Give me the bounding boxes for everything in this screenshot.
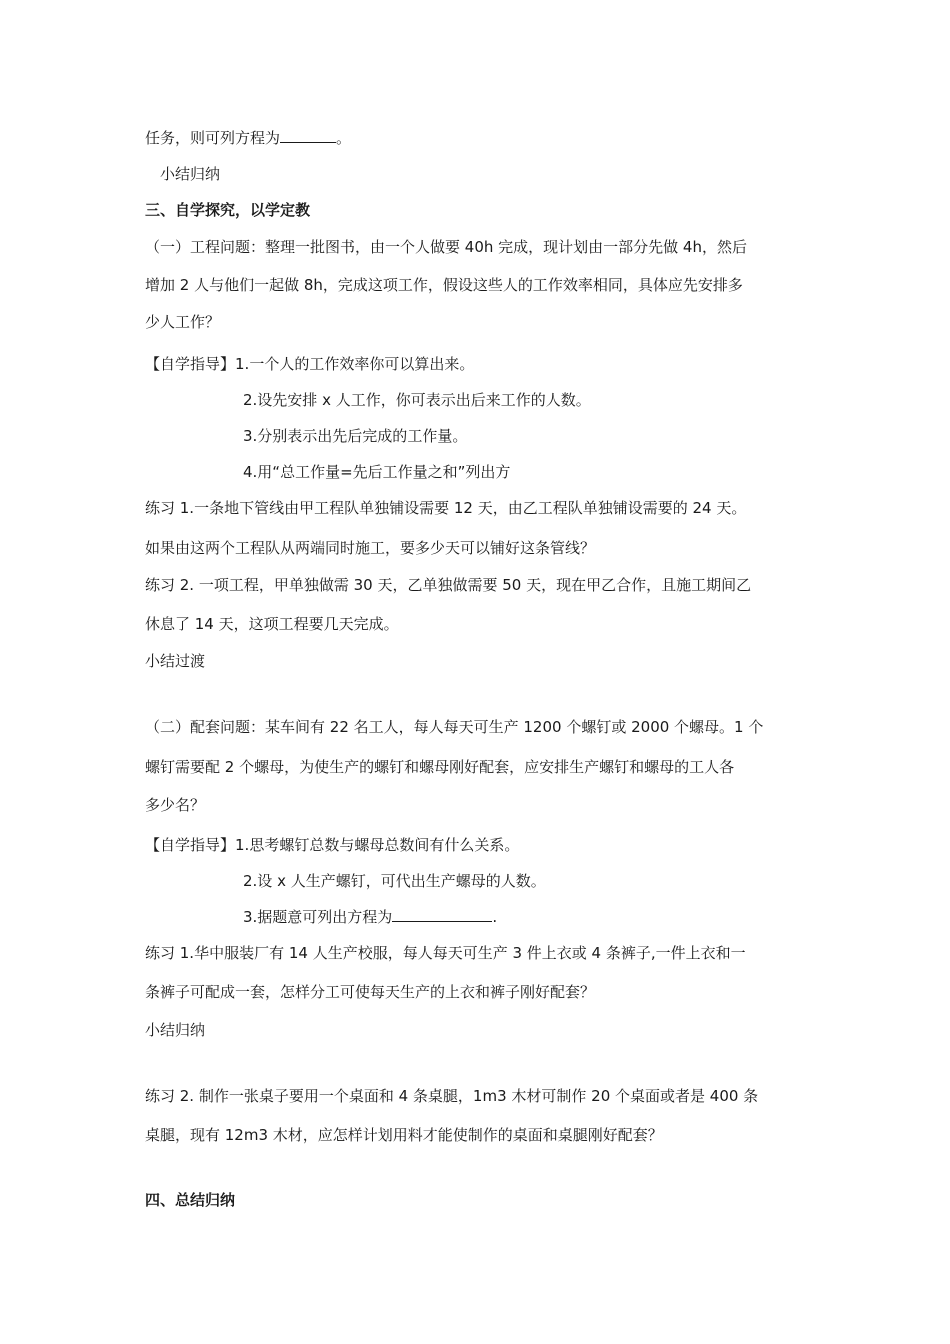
exercise-line: 如果由这两个工程队从两端同时施工，要多少天可以铺好这条管线？ xyxy=(145,539,596,557)
section-three-heading: 三、自学探究，以学定教 xyxy=(145,201,311,219)
exercise-line: 条裤子可配成一套，怎样分工可使每天生产的上衣和裤子刚好配套？ xyxy=(145,983,596,1001)
work-problem-line-1: （一）工程问题：整理一批图书，由一个人做要 40h 完成，现计划由一部分先做 4h，然后 xyxy=(145,238,747,256)
answer-blank xyxy=(392,907,492,922)
matching-problem-line-3: 多少名？ xyxy=(145,796,206,814)
matching-problem-line-2: 螺钉需要配 2 个螺母，为使生产的螺钉和螺母刚好配套，应安排生产螺钉和螺母的工人各 xyxy=(145,758,735,776)
guide-item-with-blank: 3.据题意可列出方程为 . xyxy=(243,908,498,926)
guide-item: 4.用“总工作量=先后工作量之和”列出方 xyxy=(243,463,511,481)
work-problem-line-2: 增加 2 人与他们一起做 8h，完成这项工作，假设这些人的工作效率相同，具体应先安排多 xyxy=(145,276,743,294)
summary-label: 小结归纳 xyxy=(160,165,221,183)
exercise-line: 休息了 14 天，这项工程要几天完成。 xyxy=(145,615,399,633)
guide-label: 【自学指导】 xyxy=(145,836,236,854)
work-guide-line-1 xyxy=(145,354,474,374)
exercise-line: 练习 1.一条地下管线由甲工程队单独铺设需要 12 天，由乙工程队单独铺设需要的 24 天。 xyxy=(145,499,747,517)
guide-item: 3.分别表示出先后完成的工作量。 xyxy=(243,427,468,445)
summary-label: 小结过渡 xyxy=(145,652,206,670)
exercise-line: 练习 2. 一项工程，甲单独做需 30 天，乙单独做需要 50 天，现在甲乙合作，且施工期间乙 xyxy=(145,576,752,594)
guide-label: 【自学指导】 xyxy=(145,355,236,373)
matching-problem-line-1: （二）配套问题：某车间有 22 名工人，每人每天可生产 1200 个螺钉或 2000 个螺母。1 个 xyxy=(145,718,764,736)
matching-guide-line-1 xyxy=(145,835,519,855)
guide-item: 1.一个人的工作效率你可以算出来。 xyxy=(235,355,475,373)
guide-item: 1.思考螺钉总数与螺母总数间有什么关系。 xyxy=(235,836,520,854)
exercise-line: 桌腿，现有 12m3 木材，应怎样计划用料才能使制作的桌面和桌腿刚好配套？ xyxy=(145,1126,663,1144)
equation-prompt-line: 任务，则可列方程为 。 xyxy=(145,129,352,147)
exercise-line: 练习 1.华中服装厂有 14 人生产校服，每人每天可生产 3 件上衣或 4 条裤子,一件上衣和一 xyxy=(145,944,746,962)
guide-item: 2.设 x 人生产螺钉，可代出生产螺母的人数。 xyxy=(243,872,546,890)
work-problem-line-3: 少人工作？ xyxy=(145,313,221,331)
equation-prompt-text: 任务，则可列方程为 xyxy=(145,129,281,147)
exercise-line: 练习 2. 制作一张桌子要用一个桌面和 4 条桌腿，1m3 木材可制作 20 个桌面或者是 400 条 xyxy=(145,1087,759,1105)
answer-blank xyxy=(280,128,336,143)
section-four-heading: 四、总结归纳 xyxy=(145,1191,236,1209)
guide-item: 2.设先安排 x 人工作，你可表示出后来工作的人数。 xyxy=(243,391,591,409)
summary-label: 小结归纳 xyxy=(145,1021,206,1039)
